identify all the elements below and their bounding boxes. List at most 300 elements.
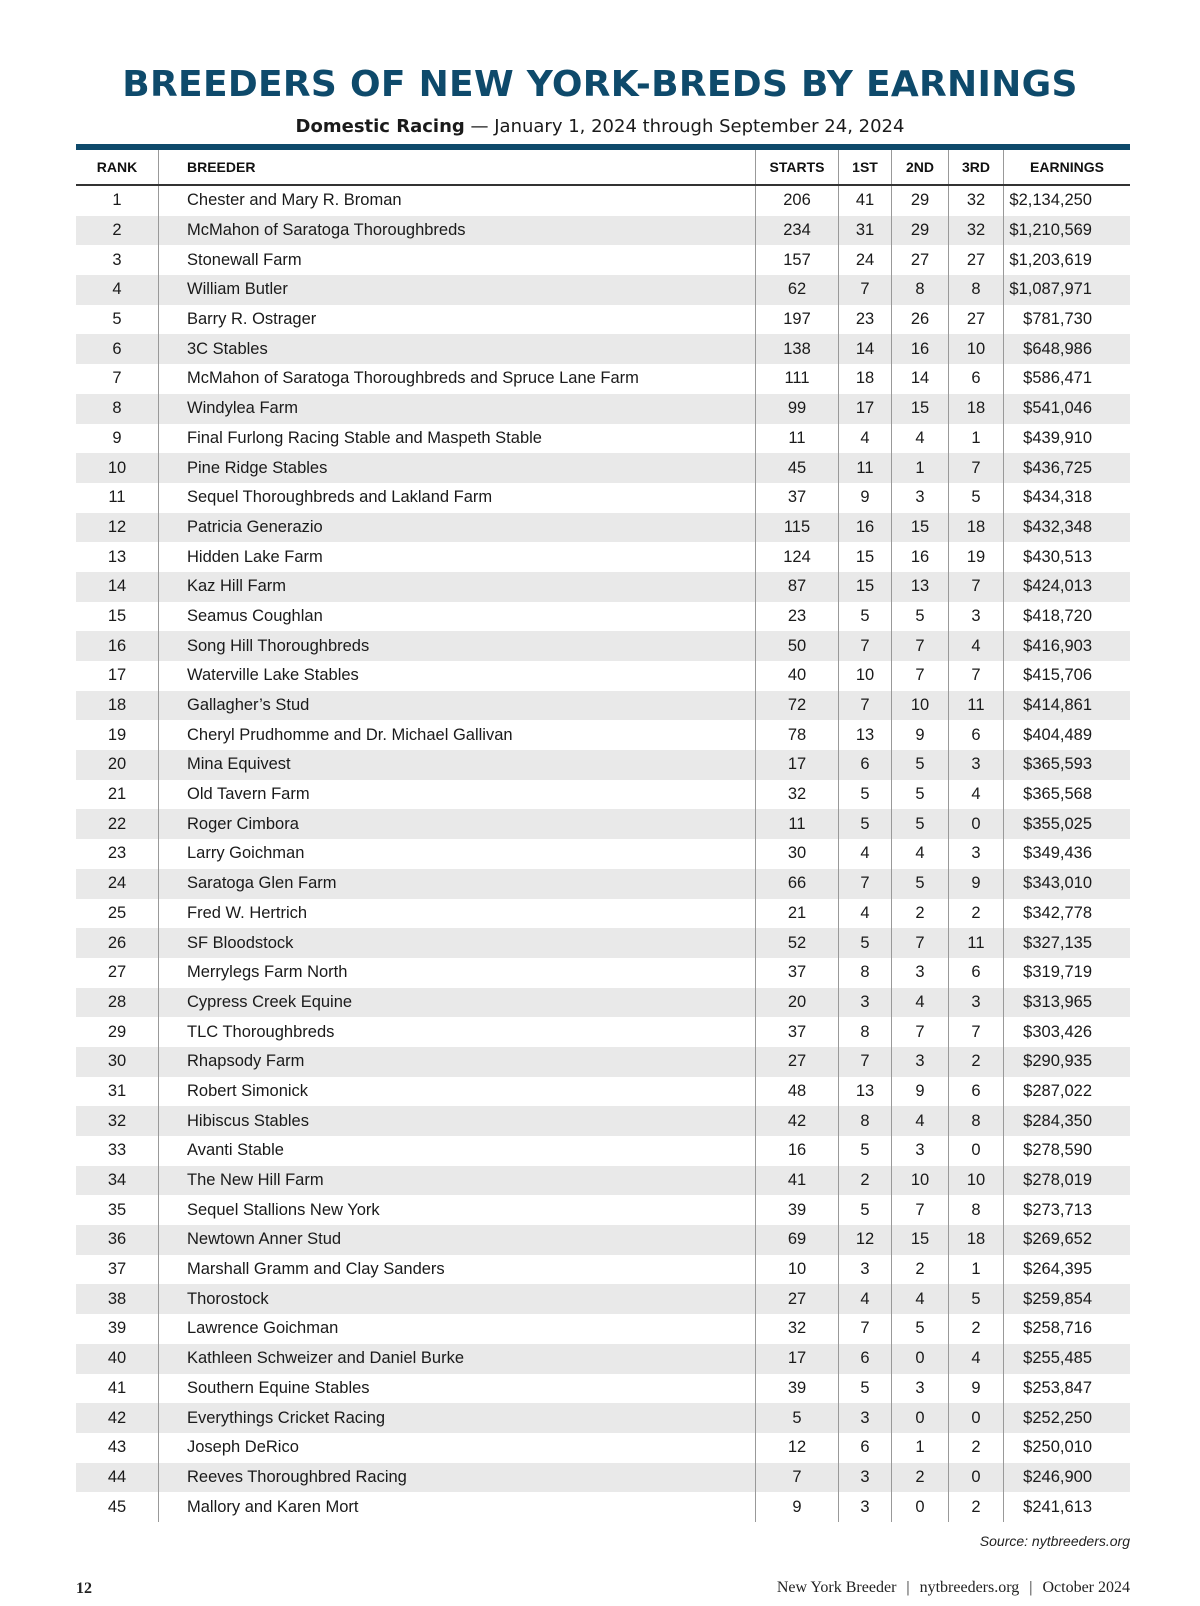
cell-rank: 31 [76, 1077, 159, 1107]
cell-earnings: $246,900 [1004, 1463, 1131, 1493]
cell-2nd: 7 [892, 1017, 949, 1047]
cell-3rd: 18 [949, 1225, 1004, 1255]
cell-2nd: 9 [892, 720, 949, 750]
cell-1st: 4 [839, 424, 892, 454]
cell-rank: 26 [76, 928, 159, 958]
table-row [76, 185, 1130, 216]
cell-earnings: $404,489 [1023, 725, 1092, 744]
table-row [76, 809, 1130, 839]
cell-breeder: Kathleen Schweizer and Daniel Burke [159, 1344, 756, 1374]
cell-3rd: 3 [949, 988, 1004, 1018]
footer-publication-info [777, 1579, 1130, 1597]
cell-1st: 4 [839, 839, 892, 869]
cell-breeder: 3C Stables [159, 334, 756, 364]
cell-earnings: $255,485 [1004, 1344, 1131, 1374]
table-row [76, 1255, 1130, 1285]
table-row [76, 958, 1130, 988]
cell-1st: 3 [839, 988, 892, 1018]
cell-breeder: Merrylegs Farm North [159, 958, 756, 988]
cell-rank: 35 [76, 1195, 159, 1225]
cell-3rd: 3 [949, 839, 1004, 869]
cell-rank: 3 [76, 245, 159, 275]
cell-earnings: $250,010 [1023, 1438, 1092, 1457]
cell-rank: 23 [76, 839, 159, 869]
table-row [76, 988, 1130, 1018]
cell-starts: 17 [756, 750, 839, 780]
cell-breeder: Robert Simonick [159, 1077, 756, 1107]
cell-starts: 16 [756, 1136, 839, 1166]
cell-breeder: Gallagher’s Stud [159, 691, 756, 721]
cell-earnings: $415,706 [1023, 666, 1092, 685]
page-subtitle [0, 116, 1200, 137]
cell-breeder: Thorostock [159, 1284, 756, 1314]
footer-publication: New York Breeder [776, 1579, 897, 1596]
cell-starts: 48 [756, 1077, 839, 1107]
cell-rank: 10 [76, 453, 159, 483]
cell-rank: 20 [76, 750, 159, 780]
footer-separator: | [1029, 1579, 1033, 1596]
cell-3rd: 6 [949, 1077, 1004, 1107]
table-row [76, 1136, 1130, 1166]
cell-starts: 62 [756, 275, 839, 305]
cell-3rd: 11 [949, 928, 1004, 958]
cell-3rd: 3 [949, 602, 1004, 632]
cell-starts: 11 [756, 809, 839, 839]
cell-earnings: $264,395 [1023, 1260, 1092, 1279]
table-row [76, 1284, 1130, 1314]
cell-1st: 3 [839, 1463, 892, 1493]
cell-breeder: Fred W. Hertrich [159, 899, 756, 929]
cell-starts: 32 [756, 780, 839, 810]
cell-rank: 29 [76, 1017, 159, 1047]
cell-breeder: Rhapsody Farm [159, 1047, 756, 1077]
cell-3rd: 6 [949, 364, 1004, 394]
table-row [76, 899, 1130, 929]
table-header-row [76, 150, 1130, 185]
table-row [76, 1403, 1130, 1433]
table-row [76, 1195, 1130, 1225]
cell-2nd: 4 [892, 839, 949, 869]
cell-1st: 8 [839, 1106, 892, 1136]
cell-1st: 12 [839, 1225, 892, 1255]
table-row [76, 1106, 1130, 1136]
cell-3rd: 4 [949, 1344, 1004, 1374]
cell-2nd: 0 [892, 1492, 949, 1522]
cell-2nd: 29 [892, 216, 949, 246]
cell-2nd: 29 [892, 185, 949, 216]
cell-2nd: 7 [892, 1195, 949, 1225]
cell-1st: 15 [839, 572, 892, 602]
table-row [76, 572, 1130, 602]
cell-breeder: Reeves Thoroughbred Racing [159, 1463, 756, 1493]
cell-1st: 11 [839, 453, 892, 483]
cell-2nd: 13 [892, 572, 949, 602]
cell-starts: 124 [756, 542, 839, 572]
col-header-3rd: 3RD [949, 150, 1004, 185]
table-row [76, 1225, 1130, 1255]
page-title: BREEDERS OF NEW YORK-BREDS BY EARNINGS [122, 64, 1078, 105]
cell-1st: 15 [839, 542, 892, 572]
table-row [76, 691, 1130, 721]
cell-3rd: 27 [949, 245, 1004, 275]
cell-rank: 16 [76, 631, 159, 661]
cell-earnings: $349,436 [1023, 844, 1092, 863]
cell-2nd: 2 [892, 1255, 949, 1285]
table-row [76, 1433, 1130, 1463]
cell-earnings: $273,713 [1023, 1200, 1092, 1219]
cell-2nd: 7 [892, 661, 949, 691]
cell-earnings: $439,910 [1023, 428, 1092, 447]
cell-3rd: 8 [949, 1195, 1004, 1225]
cell-starts: 66 [756, 869, 839, 899]
cell-breeder: Stonewall Farm [159, 245, 756, 275]
cell-earnings: $781,730 [1023, 310, 1092, 329]
cell-2nd: 1 [892, 1433, 949, 1463]
cell-starts: 40 [756, 661, 839, 691]
cell-1st: 8 [839, 958, 892, 988]
cell-1st: 8 [839, 1017, 892, 1047]
table-row [76, 661, 1130, 691]
cell-breeder: Mallory and Karen Mort [159, 1492, 756, 1522]
cell-3rd: 1 [949, 1255, 1004, 1285]
cell-breeder: Newtown Anner Stud [159, 1225, 756, 1255]
cell-earnings: $342,778 [1023, 903, 1092, 922]
cell-3rd: 8 [949, 275, 1004, 305]
cell-rank: 37 [76, 1255, 159, 1285]
cell-breeder: McMahon of Saratoga Thoroughbreds [159, 216, 756, 246]
cell-earnings: $287,022 [1023, 1081, 1092, 1100]
cell-breeder: Cypress Creek Equine [159, 988, 756, 1018]
table-row [76, 780, 1130, 810]
cell-rank: 11 [76, 483, 159, 513]
cell-starts: 37 [756, 958, 839, 988]
table-row [76, 513, 1130, 543]
cell-breeder: Windylea Farm [159, 394, 756, 424]
cell-3rd: 10 [949, 1166, 1004, 1196]
cell-starts: 42 [756, 1106, 839, 1136]
cell-starts: 5 [756, 1403, 839, 1433]
cell-rank: 33 [76, 1136, 159, 1166]
cell-rank: 6 [76, 334, 159, 364]
cell-starts: 157 [756, 245, 839, 275]
cell-1st: 13 [839, 720, 892, 750]
cell-1st: 16 [839, 513, 892, 543]
cell-2nd: 15 [892, 513, 949, 543]
cell-breeder: TLC Thoroughbreds [159, 1017, 756, 1047]
cell-rank: 28 [76, 988, 159, 1018]
cell-breeder: Barry R. Ostrager [159, 305, 756, 335]
cell-3rd: 6 [949, 958, 1004, 988]
cell-starts: 50 [756, 631, 839, 661]
cell-3rd: 11 [949, 691, 1004, 721]
cell-1st: 13 [839, 1077, 892, 1107]
cell-rank: 5 [76, 305, 159, 335]
cell-1st: 3 [839, 1403, 892, 1433]
cell-1st: 9 [839, 483, 892, 513]
cell-1st: 24 [839, 245, 892, 275]
cell-1st: 7 [839, 1314, 892, 1344]
cell-1st: 5 [839, 1374, 892, 1404]
cell-2nd: 16 [892, 542, 949, 572]
cell-3rd: 18 [949, 394, 1004, 424]
cell-1st: 18 [839, 364, 892, 394]
cell-2nd: 10 [892, 691, 949, 721]
cell-earnings: $365,593 [1004, 750, 1131, 780]
cell-earnings: $436,725 [1004, 453, 1131, 483]
table-row [76, 483, 1130, 513]
cell-starts: 37 [756, 483, 839, 513]
cell-earnings: $418,720 [1023, 606, 1092, 625]
cell-earnings: $278,590 [1023, 1141, 1092, 1160]
cell-earnings: $2,134,250 [1009, 191, 1092, 210]
cell-3rd: 0 [949, 1463, 1004, 1493]
cell-earnings: $1,203,619 [1009, 250, 1092, 269]
cell-2nd: 5 [892, 869, 949, 899]
table-row [76, 1166, 1130, 1196]
cell-3rd: 8 [949, 1106, 1004, 1136]
cell-starts: 41 [756, 1166, 839, 1196]
cell-earnings: $303,426 [1023, 1022, 1092, 1041]
cell-1st: 23 [839, 305, 892, 335]
cell-earnings: $269,652 [1004, 1225, 1131, 1255]
cell-1st: 14 [839, 334, 892, 364]
cell-3rd: 5 [949, 483, 1004, 513]
page-number: 12 [76, 1580, 92, 1597]
subtitle-date-range: — January 1, 2024 through September 24, 2024 [464, 116, 905, 137]
cell-earnings: $365,568 [1023, 785, 1092, 804]
cell-breeder: Lawrence Goichman [159, 1314, 756, 1344]
cell-1st: 10 [839, 661, 892, 691]
cell-2nd: 3 [892, 1047, 949, 1077]
cell-2nd: 0 [892, 1403, 949, 1433]
cell-3rd: 2 [949, 899, 1004, 929]
cell-rank: 25 [76, 899, 159, 929]
cell-1st: 2 [839, 1166, 892, 1196]
footer-website: nytbreeders.org [919, 1579, 1020, 1596]
cell-1st: 5 [839, 809, 892, 839]
cell-starts: 99 [756, 394, 839, 424]
cell-breeder: Roger Cimbora [159, 809, 756, 839]
table-row [76, 394, 1130, 424]
cell-1st: 31 [839, 216, 892, 246]
cell-breeder: Waterville Lake Stables [159, 661, 756, 691]
cell-2nd: 15 [892, 1225, 949, 1255]
cell-breeder: Marshall Gramm and Clay Sanders [159, 1255, 756, 1285]
cell-rank: 9 [76, 424, 159, 454]
cell-starts: 11 [756, 424, 839, 454]
cell-1st: 7 [839, 1047, 892, 1077]
cell-earnings: $414,861 [1004, 691, 1131, 721]
cell-starts: 12 [756, 1433, 839, 1463]
cell-starts: 39 [756, 1195, 839, 1225]
table-row [76, 275, 1130, 305]
cell-rank: 18 [76, 691, 159, 721]
cell-earnings: $355,025 [1004, 809, 1131, 839]
table-row [76, 1314, 1130, 1344]
table-row [76, 928, 1130, 958]
table-row [76, 750, 1130, 780]
cell-2nd: 3 [892, 483, 949, 513]
table-row [76, 364, 1130, 394]
cell-2nd: 5 [892, 750, 949, 780]
table-row [76, 1344, 1130, 1374]
cell-rank: 39 [76, 1314, 159, 1344]
earnings-table [76, 150, 1130, 1522]
cell-earnings: $541,046 [1004, 394, 1131, 424]
cell-3rd: 7 [949, 453, 1004, 483]
cell-earnings: $648,986 [1004, 334, 1131, 364]
cell-rank: 15 [76, 602, 159, 632]
table-row [76, 1077, 1130, 1107]
cell-starts: 72 [756, 691, 839, 721]
table-row [76, 453, 1130, 483]
cell-breeder: Saratoga Glen Farm [159, 869, 756, 899]
col-header-rank: RANK [76, 150, 159, 185]
cell-1st: 4 [839, 899, 892, 929]
cell-2nd: 16 [892, 334, 949, 364]
cell-2nd: 3 [892, 958, 949, 988]
cell-starts: 32 [756, 1314, 839, 1344]
cell-earnings: $430,513 [1023, 547, 1092, 566]
cell-2nd: 5 [892, 780, 949, 810]
cell-earnings: $252,250 [1004, 1403, 1131, 1433]
table-row [76, 542, 1130, 572]
cell-earnings: $343,010 [1004, 869, 1131, 899]
col-header-1st: 1ST [839, 150, 892, 185]
footer-issue: October 2024 [1042, 1579, 1130, 1596]
cell-3rd: 0 [949, 809, 1004, 839]
cell-rank: 30 [76, 1047, 159, 1077]
cell-1st: 6 [839, 1344, 892, 1374]
cell-starts: 234 [756, 216, 839, 246]
cell-3rd: 0 [949, 1403, 1004, 1433]
cell-breeder: Sequel Stallions New York [159, 1195, 756, 1225]
cell-3rd: 1 [949, 424, 1004, 454]
cell-earnings: $313,965 [1004, 988, 1131, 1018]
cell-1st: 4 [839, 1284, 892, 1314]
cell-starts: 27 [756, 1047, 839, 1077]
cell-starts: 138 [756, 334, 839, 364]
cell-2nd: 8 [892, 275, 949, 305]
cell-3rd: 2 [949, 1492, 1004, 1522]
cell-breeder: Patricia Generazio [159, 513, 756, 543]
cell-rank: 14 [76, 572, 159, 602]
cell-3rd: 6 [949, 720, 1004, 750]
cell-3rd: 9 [949, 869, 1004, 899]
cell-2nd: 2 [892, 1463, 949, 1493]
cell-rank: 38 [76, 1284, 159, 1314]
cell-earnings: $432,348 [1004, 513, 1131, 543]
cell-breeder: The New Hill Farm [159, 1166, 756, 1196]
cell-earnings: $258,716 [1023, 1319, 1092, 1338]
cell-starts: 197 [756, 305, 839, 335]
cell-3rd: 2 [949, 1433, 1004, 1463]
cell-rank: 21 [76, 780, 159, 810]
cell-3rd: 2 [949, 1047, 1004, 1077]
cell-3rd: 18 [949, 513, 1004, 543]
cell-2nd: 15 [892, 394, 949, 424]
cell-3rd: 2 [949, 1314, 1004, 1344]
cell-2nd: 26 [892, 305, 949, 335]
cell-3rd: 7 [949, 572, 1004, 602]
cell-1st: 7 [839, 691, 892, 721]
cell-1st: 5 [839, 1136, 892, 1166]
cell-breeder: SF Bloodstock [159, 928, 756, 958]
cell-earnings: $327,135 [1004, 928, 1131, 958]
cell-2nd: 10 [892, 1166, 949, 1196]
cell-rank: 34 [76, 1166, 159, 1196]
cell-1st: 7 [839, 631, 892, 661]
cell-2nd: 1 [892, 453, 949, 483]
cell-3rd: 7 [949, 661, 1004, 691]
table-row [76, 305, 1130, 335]
cell-1st: 5 [839, 602, 892, 632]
cell-earnings: $1,210,569 [1004, 216, 1131, 246]
cell-starts: 69 [756, 1225, 839, 1255]
cell-2nd: 7 [892, 631, 949, 661]
cell-breeder: Old Tavern Farm [159, 780, 756, 810]
table-row [76, 869, 1130, 899]
cell-2nd: 0 [892, 1344, 949, 1374]
cell-rank: 19 [76, 720, 159, 750]
cell-3rd: 5 [949, 1284, 1004, 1314]
col-header-2nd: 2ND [892, 150, 949, 185]
table-row [76, 1017, 1130, 1047]
cell-earnings: $253,847 [1023, 1378, 1092, 1397]
cell-breeder: Cheryl Prudhomme and Dr. Michael Gallivan [159, 720, 756, 750]
cell-3rd: 4 [949, 780, 1004, 810]
cell-earnings: $278,019 [1004, 1166, 1131, 1196]
cell-1st: 5 [839, 1195, 892, 1225]
cell-earnings: $259,854 [1004, 1284, 1131, 1314]
cell-starts: 37 [756, 1017, 839, 1047]
cell-breeder: Final Furlong Racing Stable and Maspeth Stable [159, 424, 756, 454]
table-row [76, 245, 1130, 275]
cell-breeder: Sequel Thoroughbreds and Lakland Farm [159, 483, 756, 513]
cell-rank: 8 [76, 394, 159, 424]
cell-starts: 78 [756, 720, 839, 750]
table-row [76, 631, 1130, 661]
cell-2nd: 7 [892, 928, 949, 958]
cell-2nd: 4 [892, 1106, 949, 1136]
cell-1st: 17 [839, 394, 892, 424]
cell-2nd: 3 [892, 1136, 949, 1166]
cell-2nd: 4 [892, 1284, 949, 1314]
cell-1st: 6 [839, 1433, 892, 1463]
cell-starts: 10 [756, 1255, 839, 1285]
cell-2nd: 9 [892, 1077, 949, 1107]
cell-starts: 21 [756, 899, 839, 929]
cell-earnings: $284,350 [1004, 1106, 1131, 1136]
cell-1st: 7 [839, 275, 892, 305]
cell-1st: 5 [839, 928, 892, 958]
cell-starts: 39 [756, 1374, 839, 1404]
source-note: Source: nytbreeders.org [979, 1533, 1130, 1549]
cell-1st: 7 [839, 869, 892, 899]
cell-earnings: $434,318 [1023, 488, 1092, 507]
footer-separator: | [906, 1579, 910, 1596]
cell-rank: 2 [76, 216, 159, 246]
table-row [76, 334, 1130, 364]
cell-3rd: 19 [949, 542, 1004, 572]
cell-3rd: 7 [949, 1017, 1004, 1047]
cell-2nd: 4 [892, 988, 949, 1018]
cell-breeder: Kaz Hill Farm [159, 572, 756, 602]
table-row [76, 216, 1130, 246]
cell-2nd: 5 [892, 1314, 949, 1344]
cell-3rd: 0 [949, 1136, 1004, 1166]
cell-breeder: Song Hill Thoroughbreds [159, 631, 756, 661]
